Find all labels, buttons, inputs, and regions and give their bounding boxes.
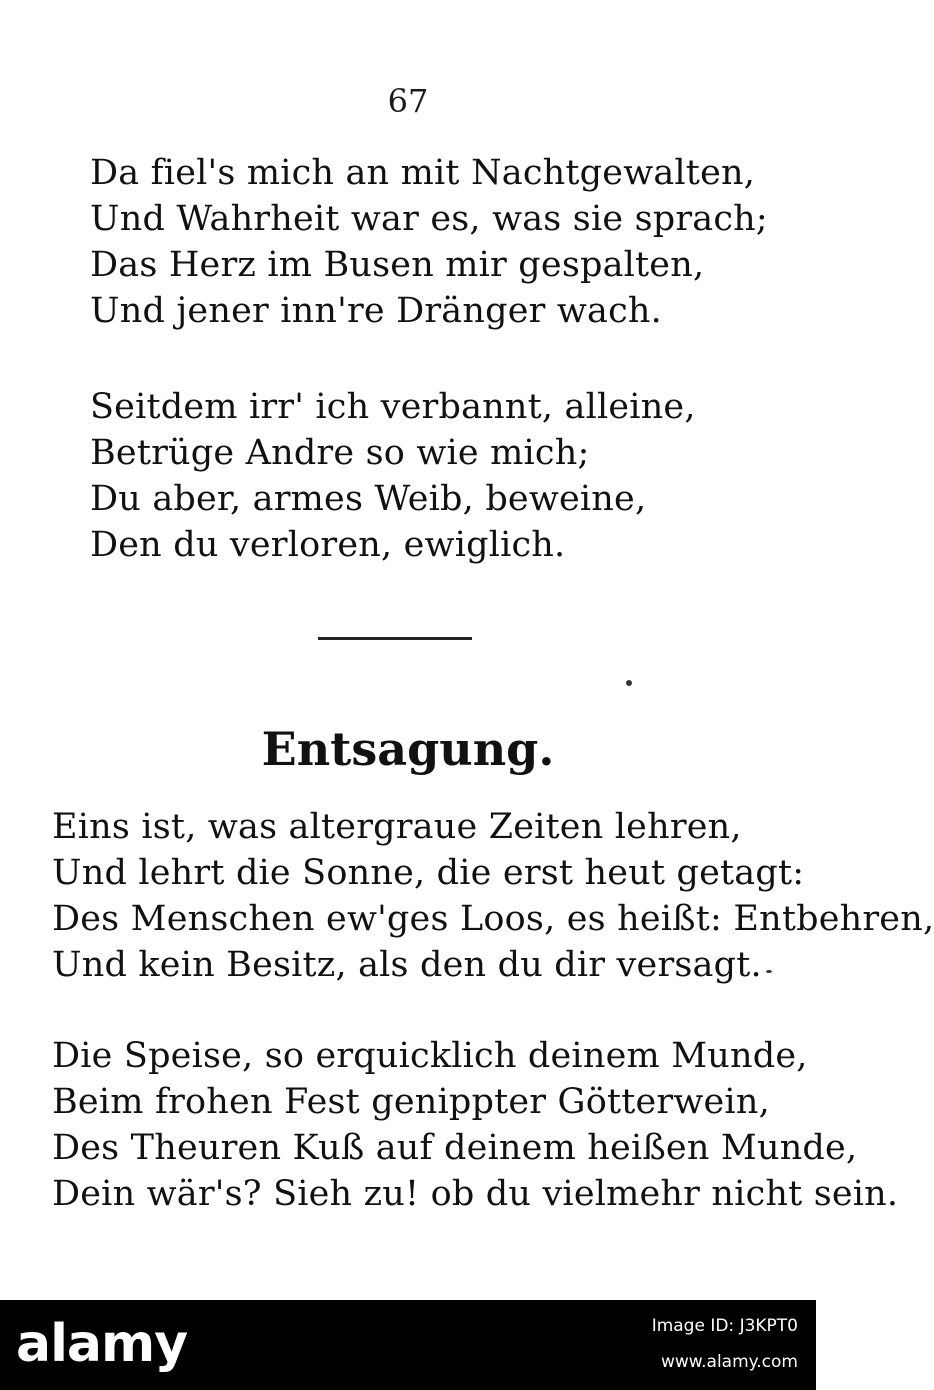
stanza-4 — [52, 1033, 898, 1217]
verse-line: Die Speise, so erquicklich deinem Munde, — [52, 1036, 808, 1076]
verse-line: Den du verloren, ewiglich. — [90, 525, 566, 565]
section-divider — [318, 637, 472, 640]
alamy-logo: alamy — [16, 1314, 188, 1374]
verse-line: Dein wär's? Sieh zu! ob du vielmehr nicht sein. — [52, 1174, 899, 1214]
poem-title: Entsagung. — [261, 722, 555, 776]
verse-line: Da fiel's mich an mit Nachtgewalten, — [90, 153, 756, 193]
stanza-1 — [90, 150, 768, 334]
watermark-footer — [0, 1300, 816, 1390]
verse-line: Und Wahrheit war es, was sie sprach; — [90, 199, 768, 239]
verse-line: Du aber, armes Weib, beweine, — [90, 479, 647, 519]
verse-line: Des Menschen ew'ges Loos, es heißt: Entbehren, — [52, 899, 934, 939]
site-url: www.alamy.com — [660, 1352, 798, 1372]
verse-line: Und lehrt die Sonne, die erst heut getagt: — [52, 853, 805, 893]
verse-line: Das Herz im Busen mir gespalten, — [90, 245, 705, 285]
verse-line: Und kein Besitz, als den du dir versagt. — [52, 945, 762, 985]
stanza-3 — [52, 804, 934, 988]
verse-line: Des Theuren Kuß auf deinem heißen Munde, — [52, 1128, 858, 1168]
verse-line: Beim frohen Fest genippter Götterwein, — [52, 1082, 770, 1122]
verse-line: Eins ist, was altergraue Zeiten lehren, — [52, 807, 742, 847]
verse-line: Betrüge Andre so wie mich; — [90, 433, 590, 473]
verse-line: Und jener inn're Dränger wach. — [90, 291, 662, 331]
print-speck — [626, 680, 632, 686]
image-id-label: Image ID: J3KPT0 — [651, 1316, 798, 1336]
page-number: 67 — [387, 82, 429, 120]
verse-line: Seitdem irr' ich verbannt, alleine, — [90, 387, 696, 427]
stanza-2 — [90, 384, 696, 568]
